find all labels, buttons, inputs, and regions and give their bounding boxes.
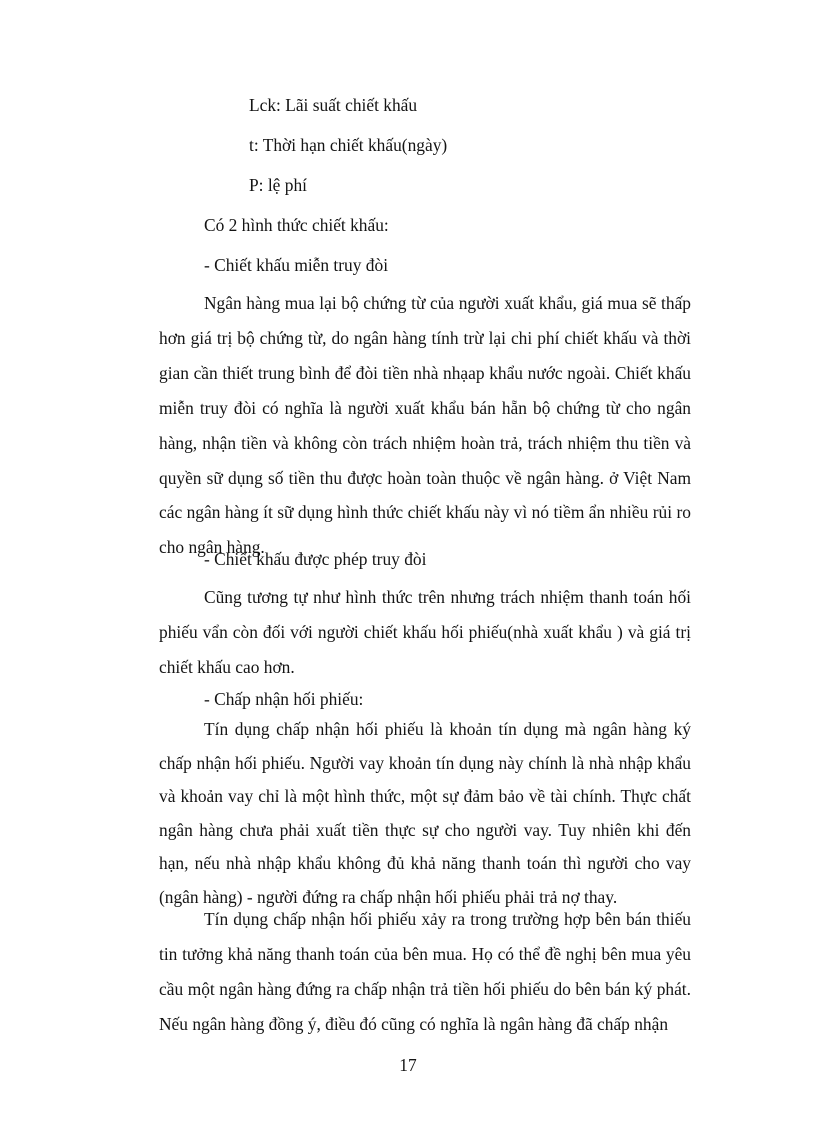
definition-lck: Lck: Lãi suất chiết khấu: [249, 95, 418, 115]
section-heading-2: - Chiết khấu được phép truy đòi: [204, 549, 427, 569]
paragraph-2: Cũng tương tự như hình thức trên nhưng trách nhiệm thanh toán hối phiếu vẩn còn đối với người chiết khấu hối phiếu(nhà xuất khẩu ) và giá trị chiết khấu cao hơn.: [159, 587, 691, 677]
section-heading-1: - Chiết khấu miễn truy đòi: [204, 255, 389, 275]
section-heading-3: - Chấp nhận hối phiếu:: [204, 689, 364, 709]
page-number: 17: [399, 1055, 417, 1075]
definition-t: t: Thời hạn chiết khấu(ngày): [249, 135, 448, 155]
paragraph-4: Tín dụng chấp nhận hối phiếu xảy ra trong trường hợp bên bán thiếu tin tưởng khả năng thanh toán của bên mua. Họ có thể đề nghị bên mua yêu cầu một ngân hàng đứng ra chấp nhận trả tiền hối phiếu do bên bán ký phát. Nếu ngân hàng đồng ý, điều đó cũng có nghĩa là ngân hàng đã chấp nhận: [159, 909, 691, 1034]
intro-text: Có 2 hình thức chiết khấu:: [204, 215, 389, 235]
definition-p: P: lệ phí: [249, 175, 307, 195]
paragraph-1: Ngân hàng mua lại bộ chứng từ của người xuất khẩu, giá mua sẽ thấp hơn giá trị bộ chứng từ, do ngân hàng tính trừ lại chi phí chiết khấu và thời gian cần thiết trung bình để đòi tiền nhà nhạap khẩu nước ngoài. Chiết khấu miễn truy đòi có nghĩa là người xuất khẩu bán hẵn bộ chứng từ cho ngân hàng, nhận tiền và không còn trách nhiệm hoàn trả, trách nhiệm thu tiền và quyền sữ dụng số tiền thu được hoàn toàn thuộc về ngân hàng. ở Việt Nam các ngân hàng ít sữ dụng hình thức chiết khấu này vì nó tiềm ẩn nhiều rủi ro cho ngân hàng.: [159, 293, 691, 558]
paragraph-3: Tín dụng chấp nhận hối phiếu là khoản tín dụng mà ngân hàng ký chấp nhận hối phiếu. Người vay khoản tín dụng này chính là nhà nhập khẩu và khoản vay chỉ là một hình thức, một sự đảm bảo về tài chính. Thực chất ngân hàng chưa phải xuất tiền thực sự cho người vay. Tuy nhiên khi đến hạn, nếu nhà nhập khẩu không đủ khả năng thanh toán thì người cho vay (ngân hàng) - người đứng ra chấp nhận hối phiếu phải trả nợ thay.: [159, 719, 691, 907]
